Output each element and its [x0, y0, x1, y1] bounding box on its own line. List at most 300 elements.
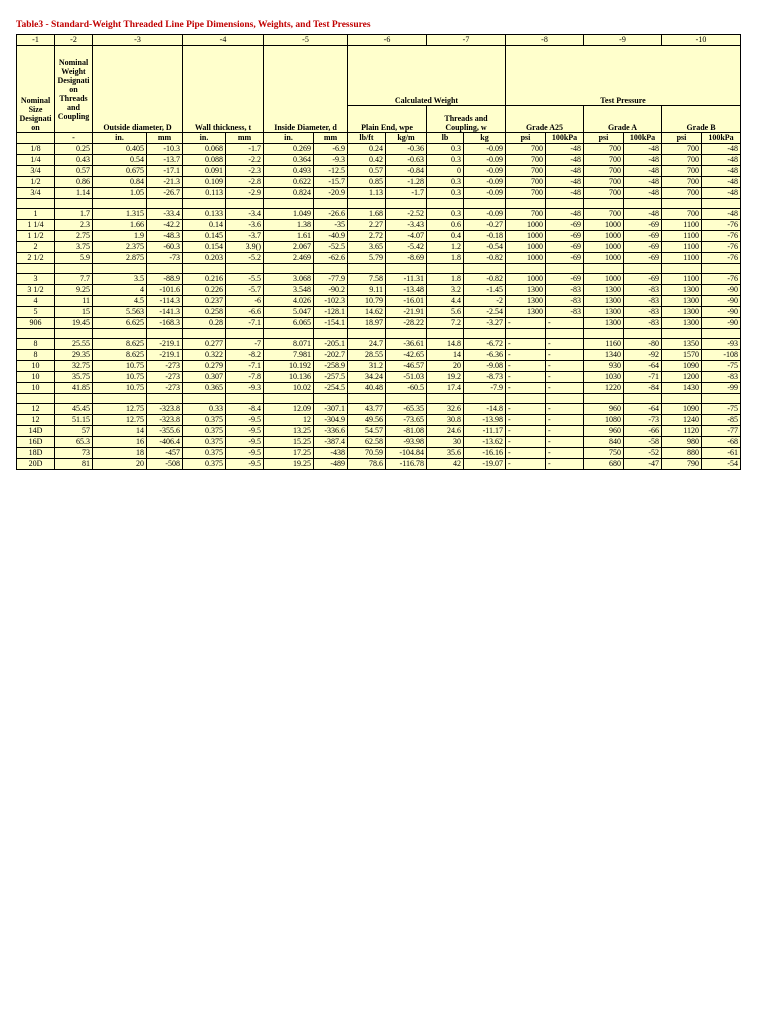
- table-cell: 700: [662, 177, 702, 188]
- grade-a-header: Grade A: [584, 106, 662, 133]
- column-number-cell: -10: [662, 35, 741, 46]
- table-row: [17, 177, 741, 188]
- empty-cell: [506, 199, 546, 209]
- table-cell: -1.28: [386, 177, 427, 188]
- table-row: [17, 274, 741, 285]
- table-cell: 1160: [584, 339, 624, 350]
- size-cell: 12: [17, 404, 55, 415]
- table-cell: 7.981: [264, 350, 314, 361]
- table-cell: -48: [624, 188, 662, 199]
- table-cell: 18: [93, 448, 147, 459]
- table-cell: 1300: [584, 318, 624, 329]
- calculated-weight-header: Calculated Weight: [348, 46, 506, 106]
- empty-cell: [147, 394, 183, 404]
- table-cell: -9.5: [226, 437, 264, 448]
- table-cell: -40.9: [314, 231, 348, 242]
- table-cell: -0.82: [464, 274, 506, 285]
- table-cell: -3.43: [386, 220, 427, 231]
- table-cell: 1100: [662, 253, 702, 264]
- empty-cell: [427, 394, 464, 404]
- table-cell: 7.58: [348, 274, 386, 285]
- empty-cell: [183, 329, 226, 339]
- table-cell: 700: [506, 144, 546, 155]
- empty-cell: [264, 329, 314, 339]
- table-cell: -0.84: [386, 166, 427, 177]
- table-cell: -42.65: [386, 350, 427, 361]
- table-cell: 2.469: [264, 253, 314, 264]
- table-cell: -438: [314, 448, 348, 459]
- unit-cell: mm: [226, 133, 264, 144]
- empty-cell: [55, 199, 93, 209]
- empty-cell: [702, 394, 741, 404]
- table-row: [17, 209, 741, 220]
- table-cell: 20: [93, 459, 147, 470]
- size-cell: 1/2: [17, 177, 55, 188]
- table-cell: -5.42: [386, 242, 427, 253]
- table-cell: -2.52: [386, 209, 427, 220]
- table-cell: 1.38: [264, 220, 314, 231]
- table-cell: 700: [584, 144, 624, 155]
- table-cell: 30: [427, 437, 464, 448]
- table-cell: 5.563: [93, 307, 147, 318]
- group-spacer-row: [17, 394, 741, 404]
- table-cell: -: [546, 415, 584, 426]
- table-cell: 700: [662, 155, 702, 166]
- size-cell: 8: [17, 350, 55, 361]
- test-pressure-header: Test Pressure: [506, 46, 741, 106]
- table-cell: 19.25: [264, 459, 314, 470]
- empty-cell: [348, 264, 386, 274]
- table-cell: 14: [427, 350, 464, 361]
- size-cell: 2 1/2: [17, 253, 55, 264]
- table-cell: -0.82: [464, 253, 506, 264]
- table-cell: -73: [147, 253, 183, 264]
- table-cell: 1570: [662, 350, 702, 361]
- column-number-cell: -7: [427, 35, 506, 46]
- table-cell: 35.75: [55, 372, 93, 383]
- empty-cell: [506, 264, 546, 274]
- line-pipe-table: [16, 34, 741, 470]
- table-cell: -64: [624, 361, 662, 372]
- table-cell: -93.98: [386, 437, 427, 448]
- empty-cell: [702, 199, 741, 209]
- group-spacer-row: [17, 199, 741, 209]
- empty-cell: [55, 329, 93, 339]
- table-cell: 1300: [506, 285, 546, 296]
- table-cell: -51.03: [386, 372, 427, 383]
- sheet-title: Table3 - Standard-Weight Threaded Line Pipe Dimensions, Weights, and Test Pressures: [16, 20, 371, 30]
- empty-cell: [464, 199, 506, 209]
- outside-diameter-header: Outside diameter, D: [93, 46, 183, 133]
- table-cell: 5.9: [55, 253, 93, 264]
- table-cell: -0.09: [464, 188, 506, 199]
- table-cell: 0.85: [348, 177, 386, 188]
- wall-thickness-header: Wall thickness, t: [183, 46, 264, 133]
- table-cell: -11.17: [464, 426, 506, 437]
- table-cell: 0.3: [427, 155, 464, 166]
- table-cell: -273: [147, 361, 183, 372]
- table-cell: 8.625: [93, 350, 147, 361]
- unit-cell: mm: [314, 133, 348, 144]
- table-cell: 7.7: [55, 274, 93, 285]
- table-cell: 17.4: [427, 383, 464, 394]
- unit-cell: in.: [93, 133, 147, 144]
- table-cell: 43.77: [348, 404, 386, 415]
- table-cell: 17.25: [264, 448, 314, 459]
- table-cell: 3.5: [93, 274, 147, 285]
- table-cell: -141.3: [147, 307, 183, 318]
- table-cell: -9.5: [226, 459, 264, 470]
- table-cell: -4.07: [386, 231, 427, 242]
- table-cell: -: [506, 448, 546, 459]
- table-cell: -60.5: [386, 383, 427, 394]
- table-cell: 14.8: [427, 339, 464, 350]
- table-cell: -: [546, 372, 584, 383]
- unit-cell: psi: [506, 133, 546, 144]
- table-cell: 0.365: [183, 383, 226, 394]
- table-cell: 700: [506, 188, 546, 199]
- table-cell: -205.1: [314, 339, 348, 350]
- table-cell: 0.3: [427, 188, 464, 199]
- table-cell: -48: [702, 155, 741, 166]
- table-cell: -304.9: [314, 415, 348, 426]
- empty-cell: [93, 199, 147, 209]
- empty-cell: [147, 264, 183, 274]
- table-cell: -154.1: [314, 318, 348, 329]
- table-cell: -48: [546, 155, 584, 166]
- table-cell: -: [506, 383, 546, 394]
- table-cell: -14.8: [464, 404, 506, 415]
- table-cell: -219.1: [147, 350, 183, 361]
- table-cell: 0.145: [183, 231, 226, 242]
- table-cell: -90: [702, 285, 741, 296]
- table-cell: 1100: [662, 220, 702, 231]
- empty-cell: [662, 199, 702, 209]
- column-number-cell: -3: [93, 35, 183, 46]
- table-cell: 11: [55, 296, 93, 307]
- table-cell: 62.58: [348, 437, 386, 448]
- column-number-cell: -5: [264, 35, 348, 46]
- table-cell: -80: [624, 339, 662, 350]
- table-cell: -12.5: [314, 166, 348, 177]
- table-cell: -69: [546, 220, 584, 231]
- empty-cell: [226, 264, 264, 274]
- table-row: [17, 437, 741, 448]
- table-cell: -13.7: [147, 155, 183, 166]
- empty-cell: [226, 329, 264, 339]
- table-cell: -26.6: [314, 209, 348, 220]
- empty-cell: [702, 329, 741, 339]
- table-cell: 3.068: [264, 274, 314, 285]
- table-cell: 0.24: [348, 144, 386, 155]
- table-cell: -: [506, 437, 546, 448]
- table-cell: -19.07: [464, 459, 506, 470]
- empty-cell: [584, 394, 624, 404]
- table-cell: -48: [624, 144, 662, 155]
- table-row: [17, 296, 741, 307]
- table-cell: -116.78: [386, 459, 427, 470]
- table-cell: -219.1: [147, 339, 183, 350]
- table-cell: -7.9: [464, 383, 506, 394]
- unit-cell: 100kPa: [624, 133, 662, 144]
- table-cell: 1300: [506, 296, 546, 307]
- table-cell: 1340: [584, 350, 624, 361]
- table-cell: -1.7: [386, 188, 427, 199]
- table-cell: -10.3: [147, 144, 183, 155]
- empty-cell: [93, 264, 147, 274]
- table-cell: -254.5: [314, 383, 348, 394]
- table-row: [17, 459, 741, 470]
- empty-cell: [584, 264, 624, 274]
- table-cell: 0.277: [183, 339, 226, 350]
- table-cell: 12: [264, 415, 314, 426]
- table-cell: 1000: [506, 220, 546, 231]
- table-cell: -9.5: [226, 448, 264, 459]
- empty-cell: [662, 329, 702, 339]
- table-cell: -9.5: [226, 426, 264, 437]
- table-cell: -21.91: [386, 307, 427, 318]
- table-cell: 0.113: [183, 188, 226, 199]
- table-cell: 0.57: [55, 166, 93, 177]
- table-cell: 700: [584, 188, 624, 199]
- empty-cell: [427, 329, 464, 339]
- table-cell: 0.375: [183, 415, 226, 426]
- table-cell: 1300: [584, 285, 624, 296]
- table-cell: -6.36: [464, 350, 506, 361]
- table-cell: -64: [624, 404, 662, 415]
- table-cell: 9.11: [348, 285, 386, 296]
- units-row: [17, 133, 741, 144]
- table-cell: 24.6: [427, 426, 464, 437]
- size-cell: 8: [17, 339, 55, 350]
- empty-cell: [584, 329, 624, 339]
- table-cell: -101.6: [147, 285, 183, 296]
- table-cell: 1.315: [93, 209, 147, 220]
- table-cell: -: [506, 372, 546, 383]
- table-cell: -387.4: [314, 437, 348, 448]
- table-cell: -508: [147, 459, 183, 470]
- empty-cell: [55, 264, 93, 274]
- table-cell: -2.2: [226, 155, 264, 166]
- empty-cell: [17, 329, 55, 339]
- table-cell: 4: [93, 285, 147, 296]
- column-number-cell: -2: [55, 35, 93, 46]
- table-cell: 0.33: [183, 404, 226, 415]
- table-cell: -0.09: [464, 166, 506, 177]
- table-cell: -60.3: [147, 242, 183, 253]
- table-cell: -0.54: [464, 242, 506, 253]
- table-cell: 78.6: [348, 459, 386, 470]
- empty-cell: [386, 394, 427, 404]
- empty-cell: [314, 394, 348, 404]
- table-cell: -36.61: [386, 339, 427, 350]
- table-cell: -75: [702, 404, 741, 415]
- size-cell: 1: [17, 209, 55, 220]
- size-cell: 1 1/4: [17, 220, 55, 231]
- table-row: [17, 404, 741, 415]
- table-cell: 8.071: [264, 339, 314, 350]
- table-cell: 8.625: [93, 339, 147, 350]
- table-cell: -83: [624, 318, 662, 329]
- size-cell: 2: [17, 242, 55, 253]
- table-cell: 0.405: [93, 144, 147, 155]
- empty-cell: [464, 394, 506, 404]
- table-cell: -0.36: [386, 144, 427, 155]
- table-cell: 750: [584, 448, 624, 459]
- size-cell: 1/8: [17, 144, 55, 155]
- table-cell: 0.216: [183, 274, 226, 285]
- table-cell: 3.75: [55, 242, 93, 253]
- empty-cell: [183, 394, 226, 404]
- table-cell: -62.6: [314, 253, 348, 264]
- table-cell: 700: [662, 166, 702, 177]
- table-cell: 0.375: [183, 437, 226, 448]
- table-cell: 0: [427, 166, 464, 177]
- table-cell: -2.8: [226, 177, 264, 188]
- table-cell: 4.026: [264, 296, 314, 307]
- table-cell: -11.31: [386, 274, 427, 285]
- table-cell: 13.25: [264, 426, 314, 437]
- table-cell: -76: [702, 253, 741, 264]
- size-cell: 3: [17, 274, 55, 285]
- table-cell: -8.73: [464, 372, 506, 383]
- nominal-weight-header: Nominal Weight Designati on Threads and Coupling: [55, 46, 93, 133]
- empty-cell: [93, 394, 147, 404]
- table-row: [17, 285, 741, 296]
- empty-cell: [264, 394, 314, 404]
- table-cell: 45.45: [55, 404, 93, 415]
- table-cell: -17.1: [147, 166, 183, 177]
- table-cell: 1100: [662, 274, 702, 285]
- empty-cell: [226, 199, 264, 209]
- table-cell: -48: [624, 166, 662, 177]
- table-cell: 0.375: [183, 448, 226, 459]
- table-cell: 700: [584, 177, 624, 188]
- nominal-size-header: Nominal Size Designati on: [17, 46, 55, 133]
- table-cell: -5.2: [226, 253, 264, 264]
- table-cell: 1090: [662, 361, 702, 372]
- empty-cell: [662, 394, 702, 404]
- table-cell: 40.48: [348, 383, 386, 394]
- table-cell: -75: [702, 361, 741, 372]
- table-cell: -7.1: [226, 318, 264, 329]
- table-cell: 1090: [662, 404, 702, 415]
- size-cell: 4: [17, 296, 55, 307]
- table-cell: 20: [427, 361, 464, 372]
- table-cell: 7.2: [427, 318, 464, 329]
- table-cell: -: [506, 318, 546, 329]
- table-cell: 2.72: [348, 231, 386, 242]
- table-cell: 1200: [662, 372, 702, 383]
- empty-cell: [55, 394, 93, 404]
- table-cell: -35: [314, 220, 348, 231]
- table-cell: -76: [702, 231, 741, 242]
- table-cell: -71: [624, 372, 662, 383]
- empty-cell: [624, 199, 662, 209]
- table-cell: 700: [506, 177, 546, 188]
- group-spacer-row: [17, 329, 741, 339]
- table-cell: -48: [702, 166, 741, 177]
- table-cell: 960: [584, 426, 624, 437]
- table-row: [17, 307, 741, 318]
- table-cell: 0.622: [264, 177, 314, 188]
- table-cell: -83: [624, 307, 662, 318]
- table-cell: 16: [93, 437, 147, 448]
- table-cell: -81.08: [386, 426, 427, 437]
- empty-cell: [264, 264, 314, 274]
- empty-cell: [624, 264, 662, 274]
- size-cell: 3 1/2: [17, 285, 55, 296]
- table-cell: 1000: [506, 274, 546, 285]
- table-row: [17, 339, 741, 350]
- size-cell: 18D: [17, 448, 55, 459]
- table-cell: -83: [546, 296, 584, 307]
- table-cell: 3.548: [264, 285, 314, 296]
- table-cell: 3.65: [348, 242, 386, 253]
- column-number-cell: -6: [348, 35, 427, 46]
- empty-cell: [147, 329, 183, 339]
- table-cell: -: [546, 437, 584, 448]
- table-cell: 30.8: [427, 415, 464, 426]
- table-cell: 0.364: [264, 155, 314, 166]
- table-cell: 700: [506, 155, 546, 166]
- empty-cell: [546, 199, 584, 209]
- empty-cell: [546, 329, 584, 339]
- table-row: [17, 448, 741, 459]
- table-cell: 700: [584, 166, 624, 177]
- table-cell: -7.1: [226, 361, 264, 372]
- size-cell: 5: [17, 307, 55, 318]
- table-cell: -13.62: [464, 437, 506, 448]
- table-cell: -0.09: [464, 144, 506, 155]
- size-cell: 3/4: [17, 188, 55, 199]
- table-cell: 14.62: [348, 307, 386, 318]
- table-cell: -0.09: [464, 177, 506, 188]
- table-cell: -58: [624, 437, 662, 448]
- table-row: [17, 231, 741, 242]
- table-cell: -13.48: [386, 285, 427, 296]
- table-row: [17, 318, 741, 329]
- table-cell: -54: [702, 459, 741, 470]
- header-row-main: [17, 46, 741, 106]
- table-cell: -307.1: [314, 404, 348, 415]
- table-cell: 1300: [662, 285, 702, 296]
- table-cell: -68: [702, 437, 741, 448]
- table-cell: -336.6: [314, 426, 348, 437]
- table-cell: -: [546, 426, 584, 437]
- table-cell: -: [546, 383, 584, 394]
- unit-cell: 100kPa: [546, 133, 584, 144]
- table-cell: 54.57: [348, 426, 386, 437]
- table-cell: 49.56: [348, 415, 386, 426]
- table-cell: 6.625: [93, 318, 147, 329]
- table-cell: 19.2: [427, 372, 464, 383]
- table-cell: 12.75: [93, 404, 147, 415]
- table-cell: 57: [55, 426, 93, 437]
- table-cell: -83: [624, 296, 662, 307]
- table-row: [17, 415, 741, 426]
- table-cell: 10.192: [264, 361, 314, 372]
- table-cell: -102.3: [314, 296, 348, 307]
- table-cell: 18.97: [348, 318, 386, 329]
- table-cell: 1.66: [93, 220, 147, 231]
- table-cell: 0.86: [55, 177, 93, 188]
- table-cell: -104.84: [386, 448, 427, 459]
- table-cell: 0.57: [348, 166, 386, 177]
- table-row: [17, 144, 741, 155]
- size-cell: 12: [17, 415, 55, 426]
- table-cell: 700: [584, 209, 624, 220]
